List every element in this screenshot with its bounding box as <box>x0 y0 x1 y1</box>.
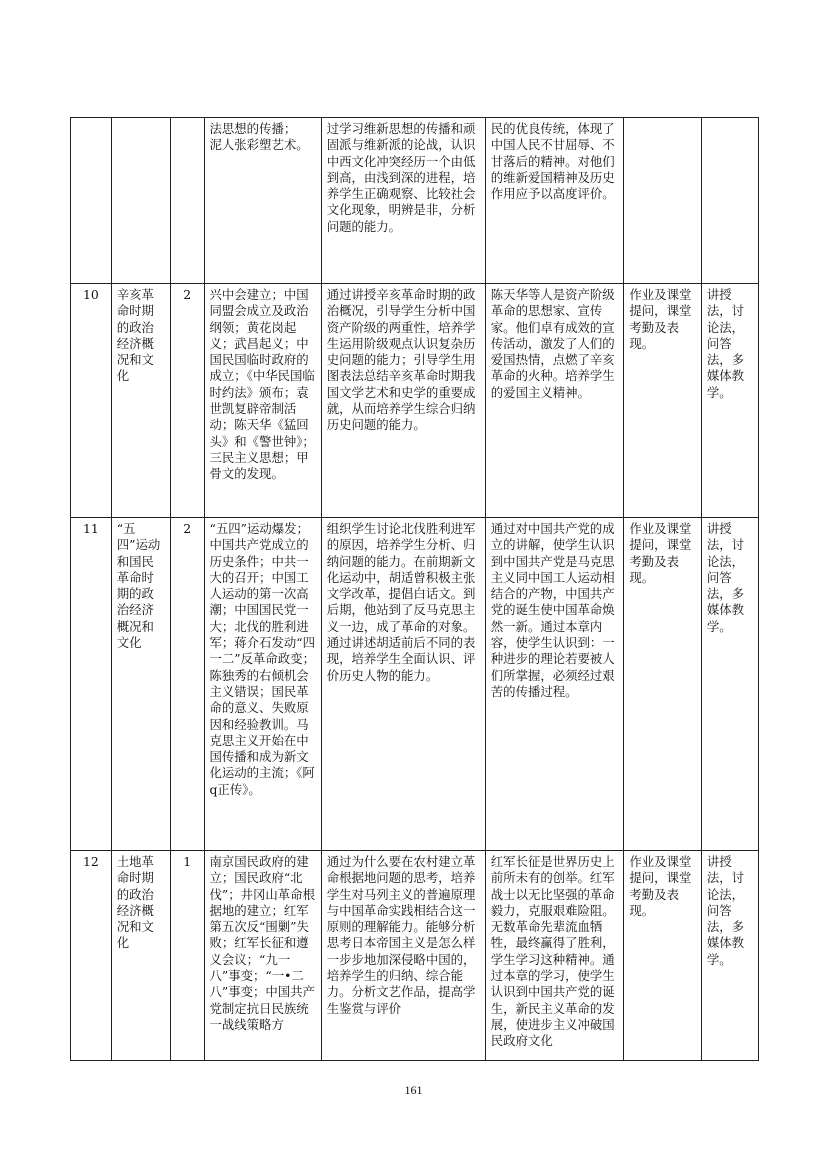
table-row <box>71 851 759 1061</box>
row-number: 11 <box>71 518 112 851</box>
teaching-method: 讲授法，讨论法，问答法，多媒体教学。 <box>701 851 758 1061</box>
row-number: 12 <box>71 851 112 1061</box>
teaching-method: 讲授法，讨论法，问答法，多媒体教学。 <box>701 284 758 518</box>
teaching-method <box>701 118 758 284</box>
table-row <box>71 518 759 851</box>
curriculum-table <box>70 117 759 1061</box>
assessment-method: 作业及课堂提问，课堂考勤及表现。 <box>624 284 701 518</box>
teaching-goal: 组织学生讨论北伐胜利进军的原因，培养学生分析、归纳问题的能力。在前期新文化运动中，胡适曾积极主张文学改革，提倡白话文。到后期，他站到了反马克思主义一边，成了革命的对象。通过讲述胡适前后不同的表现，培养学生全面认识、评价历史人物的能力。 <box>321 518 485 851</box>
teaching-content: 南京国民政府的建立；国民政府“北伐”；井冈山革命根据地的建立；红军第五次反“围剿”失败；红军长征和遵义会议；“九一八”事变；“一•二八”事变；中国共产党制定抗日民族统一战线策略方 <box>204 851 321 1061</box>
chapter-title <box>111 118 170 284</box>
class-hours <box>170 118 204 284</box>
row-number <box>71 118 112 284</box>
ideological-element: 红军长征是世界历史上前所未有的创举。红军战士以无比坚强的革命毅力，克服艰难险阻。无数革命先辈流血牺牲，最终赢得了胜利，学生学习这种精神。通过本章的学习，使学生认识到中国共产党的诞生，新民主义革命的发展，使进步主义冲破国民政府文化 <box>485 851 624 1061</box>
teaching-content: “五四”运动爆发；中国共产党成立的历史条件；中共一大的召开；中国工人运动的第一次高潮；中国国民党一大；北伐的胜利进军；蒋介石发动“四一二”反革命政变；陈独秀的右倾机会主义错误；国民革命的意义、失败原因和经验教训。马克思主义开始在中国传播和成为新文化运动的主流；《阿q正传》。 <box>204 518 321 851</box>
class-hours: 2 <box>170 518 204 851</box>
ideological-element: 陈天华等人是资产阶级革命的思想家、宣传家。他们卓有成效的宣传活动，激发了人们的爱国热情，点燃了辛亥革命的火种。培养学生的爱国主义精神。 <box>485 284 624 518</box>
assessment-method <box>624 118 701 284</box>
chapter-title: 辛亥革命时期的政治经济概况和文化 <box>111 284 170 518</box>
teaching-goal: 过学习维新思想的传播和顽固派与维新派的论战，认识中西文化冲突经历一个由低到高，由浅到深的进程，培养学生正确观察、比较社会文化现象，明辨是非，分析问题的能力。 <box>321 118 485 284</box>
ideological-element: 通过对中国共产党的成立的讲解，使学生认识到中国共产党是马克思主义同中国工人运动相结合的产物，中国共产党的诞生使中国革命焕然一新。通过本章内容，使学生认识到：一种进步的理论若要被人们所掌握，必须经过艰苦的传播过程。 <box>485 518 624 851</box>
teaching-method: 讲授法，讨论法，问答法，多媒体教学。 <box>701 518 758 851</box>
chapter-title: “五四”运动和国民革命时期的政治经济概况和文化 <box>111 518 170 851</box>
page-number: 161 <box>404 1083 423 1097</box>
teaching-content: 兴中会建立；中国同盟会成立及政治纲领；黄花岗起义；武昌起义；中国民国临时政府的成立；《中华民国临时约法》颁布；袁世凯复辟帝制活动；陈天华《猛回头》和《警世钟》；三民主义思想；甲骨文的发现。 <box>204 284 321 518</box>
class-hours: 2 <box>170 284 204 518</box>
assessment-method: 作业及课堂提问，课堂考勤及表现。 <box>624 518 701 851</box>
teaching-content: 法思想的传播； 泥人张彩塑艺术。 <box>204 118 321 284</box>
teaching-goal: 通过为什么要在农村建立革命根据地问题的思考，培养学生对马列主义的普遍原理与中国革命实践相结合这一原则的理解能力。能够分析思考日本帝国主义是怎么样一步步地加深侵略中国的，培养学生的归纳、综合能力。分析文艺作品，提高学生鉴赏与评价 <box>321 851 485 1061</box>
table-row <box>71 118 759 284</box>
table-row <box>71 284 759 518</box>
chapter-title: 土地革命时期的政治经济概况和文化 <box>111 851 170 1061</box>
ideological-element: 民的优良传统，体现了中国人民不甘屈辱、不甘落后的精神。对他们的维新爱国精神及历史作用应予以高度评价。 <box>485 118 624 284</box>
teaching-goal: 通过讲授辛亥革命时期的政治概况，引导学生分析中国资产阶级的两重性，培养学生运用阶级观点认识复杂历史问题的能力；引导学生用图表法总结辛亥革命时期我国文学艺术和史学的重要成就，从而培养学生综合归纳历史问题的能力。 <box>321 284 485 518</box>
row-number: 10 <box>71 284 112 518</box>
assessment-method: 作业及课堂提问，课堂考勤及表现。 <box>624 851 701 1061</box>
class-hours: 1 <box>170 851 204 1061</box>
